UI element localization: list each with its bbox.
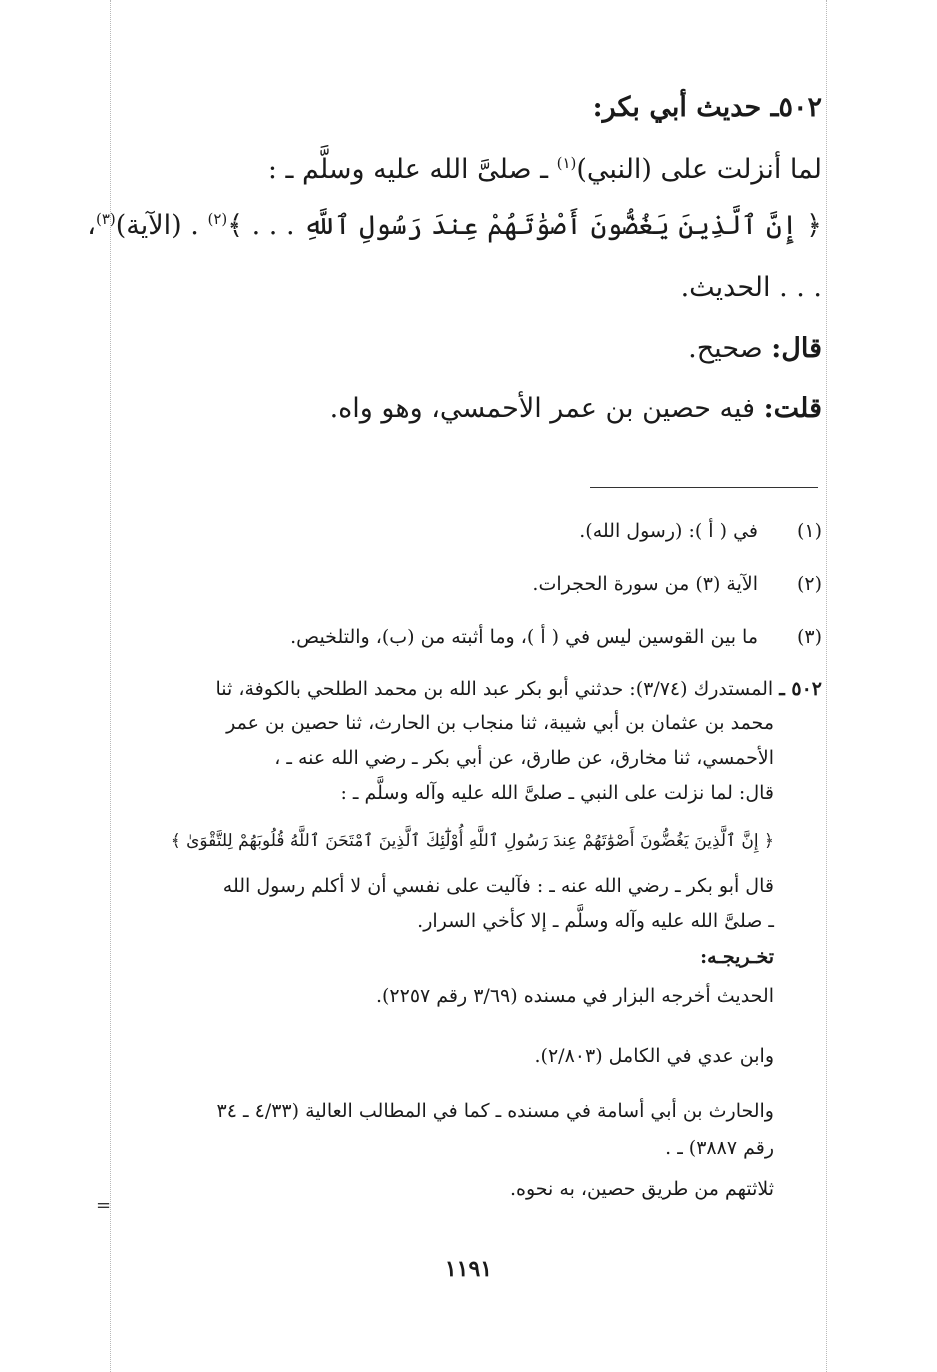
page-number: ١١٩١ xyxy=(444,1256,493,1282)
entry-line-1: لما أنزلت على (النبي)$^{(١)}$ ـ صلىَّ الله عليه وسلَّم ـ : xyxy=(267,154,822,185)
commentary-verse: ﴿ إِنَّ ٱلَّذِينَ يَغُضُّونَ أَصْوَٰتَهُمْ عِندَ رَسُولِ ٱللَّهِ أُوْلَٰٓئِكَ ٱلَّذِينَ ٱمْتَحَنَ ٱللَّهُ قُلُوبَهُمْ لِلتَّقْوَىٰ ﴾ xyxy=(170,831,774,851)
footnote-number: (١) xyxy=(796,520,822,542)
commentary-line-2: محمد بن عثمان بن أبي شيبة، ثنا منجاب بن الحارث، ثنا حصين بن عمر xyxy=(226,712,774,734)
takhrij-line-1: الحديث أخرجه البزار في مسنده (٣/٦٩ رقم ٢٢٥٧). xyxy=(375,985,774,1007)
margin-mark: = xyxy=(96,1195,112,1216)
qala-text: صحيح. xyxy=(688,333,763,364)
takhrij-line-2: وابن عدي في الكامل (٢/٨٠٣). xyxy=(534,1045,774,1067)
footnote-ref-1[interactable]: (١) xyxy=(556,154,577,172)
footnote-text: الآية (٣) من سورة الحجرات. xyxy=(532,573,758,595)
footnote-text: في ( أ ): (رسول الله). xyxy=(579,520,758,542)
footnote-ref-3[interactable]: (٣) xyxy=(95,210,116,228)
takhrij-line-3: والحارث بن أبي أسامة في مسنده ـ كما في المطالب العالية (٤/٣٣ ـ ٣٤ xyxy=(216,1100,774,1122)
commentary-line-7: ـ صلىَّ الله عليه وآله وسلَّم ـ إلا كأخي السرار. xyxy=(417,910,774,932)
takhrij-line-4: رقم ٣٨٨٧) ـ . xyxy=(665,1137,774,1159)
footnote-3 xyxy=(110,626,822,648)
commentary-line-1: ٥٠٢ ـ المستدرك (٣/٧٤): حدثني أبو بكر عبد الله بن محمد الطلحي بالكوفة، ثنا xyxy=(215,678,822,700)
footnote-number: (٣) xyxy=(796,626,822,648)
entry-qultu xyxy=(110,393,822,424)
page-edge-right xyxy=(826,0,827,1372)
qala-label: قال: xyxy=(771,333,822,364)
entry-title: حديث أبي بكر: xyxy=(592,92,762,123)
commentary-number: ٥٠٢ ـ xyxy=(779,678,822,700)
qultu-text: فيه حصين بن عمر الأحمسي، وهو واه. xyxy=(329,393,756,424)
qultu-label: قلت: xyxy=(763,393,822,424)
entry-number: ٥٠٢ـ xyxy=(770,92,822,123)
quran-verse: ﴿ إِنَّ ٱلَّذِينَ يَغُضُّونَ أَصْوَٰتَهُمْ عِندَ رَسُولِ ٱللَّهِ . . . ﴾ xyxy=(227,210,822,241)
entry-verse-line: ﴿ إِنَّ ٱلَّذِينَ يَغُضُّونَ أَصْوَٰتَهُمْ عِندَ رَسُولِ ٱللَّهِ . . . ﴾$^{(٢)}$ . (الآية)$^{(٣)}$، xyxy=(87,210,822,241)
entry-line-3: . . . الحديث. xyxy=(680,272,822,303)
takhrij-heading: تخـريجـه: xyxy=(700,946,774,968)
footnote-separator xyxy=(590,487,818,488)
commentary-line-6: قال أبو بكر ـ رضي الله عنه ـ : فآليت على نفسي أن لا أكلم رسول الله xyxy=(222,875,774,897)
entry-heading xyxy=(110,92,822,123)
footnote-1 xyxy=(110,520,822,542)
commentary-line-3: الأحمسي، ثنا مخارق، عن طارق، عن أبي بكر ـ رضي الله عنه ـ ، xyxy=(274,747,774,769)
footnote-text: ما بين القوسين ليس في ( أ )، وما أثبته من (ب)، والتلخيص. xyxy=(290,626,758,648)
commentary-line-4: قال: لما نزلت على النبي ـ صلىَّ الله عليه وآله وسلَّم ـ : xyxy=(340,782,774,804)
takhrij-line-5: ثلاثتهم من طريق حصين، به نحوه. xyxy=(509,1178,774,1200)
footnote-number: (٢) xyxy=(796,573,822,595)
footnote-2 xyxy=(110,573,822,595)
entry-qala xyxy=(110,333,822,364)
footnote-ref-2[interactable]: (٢) xyxy=(207,210,228,228)
